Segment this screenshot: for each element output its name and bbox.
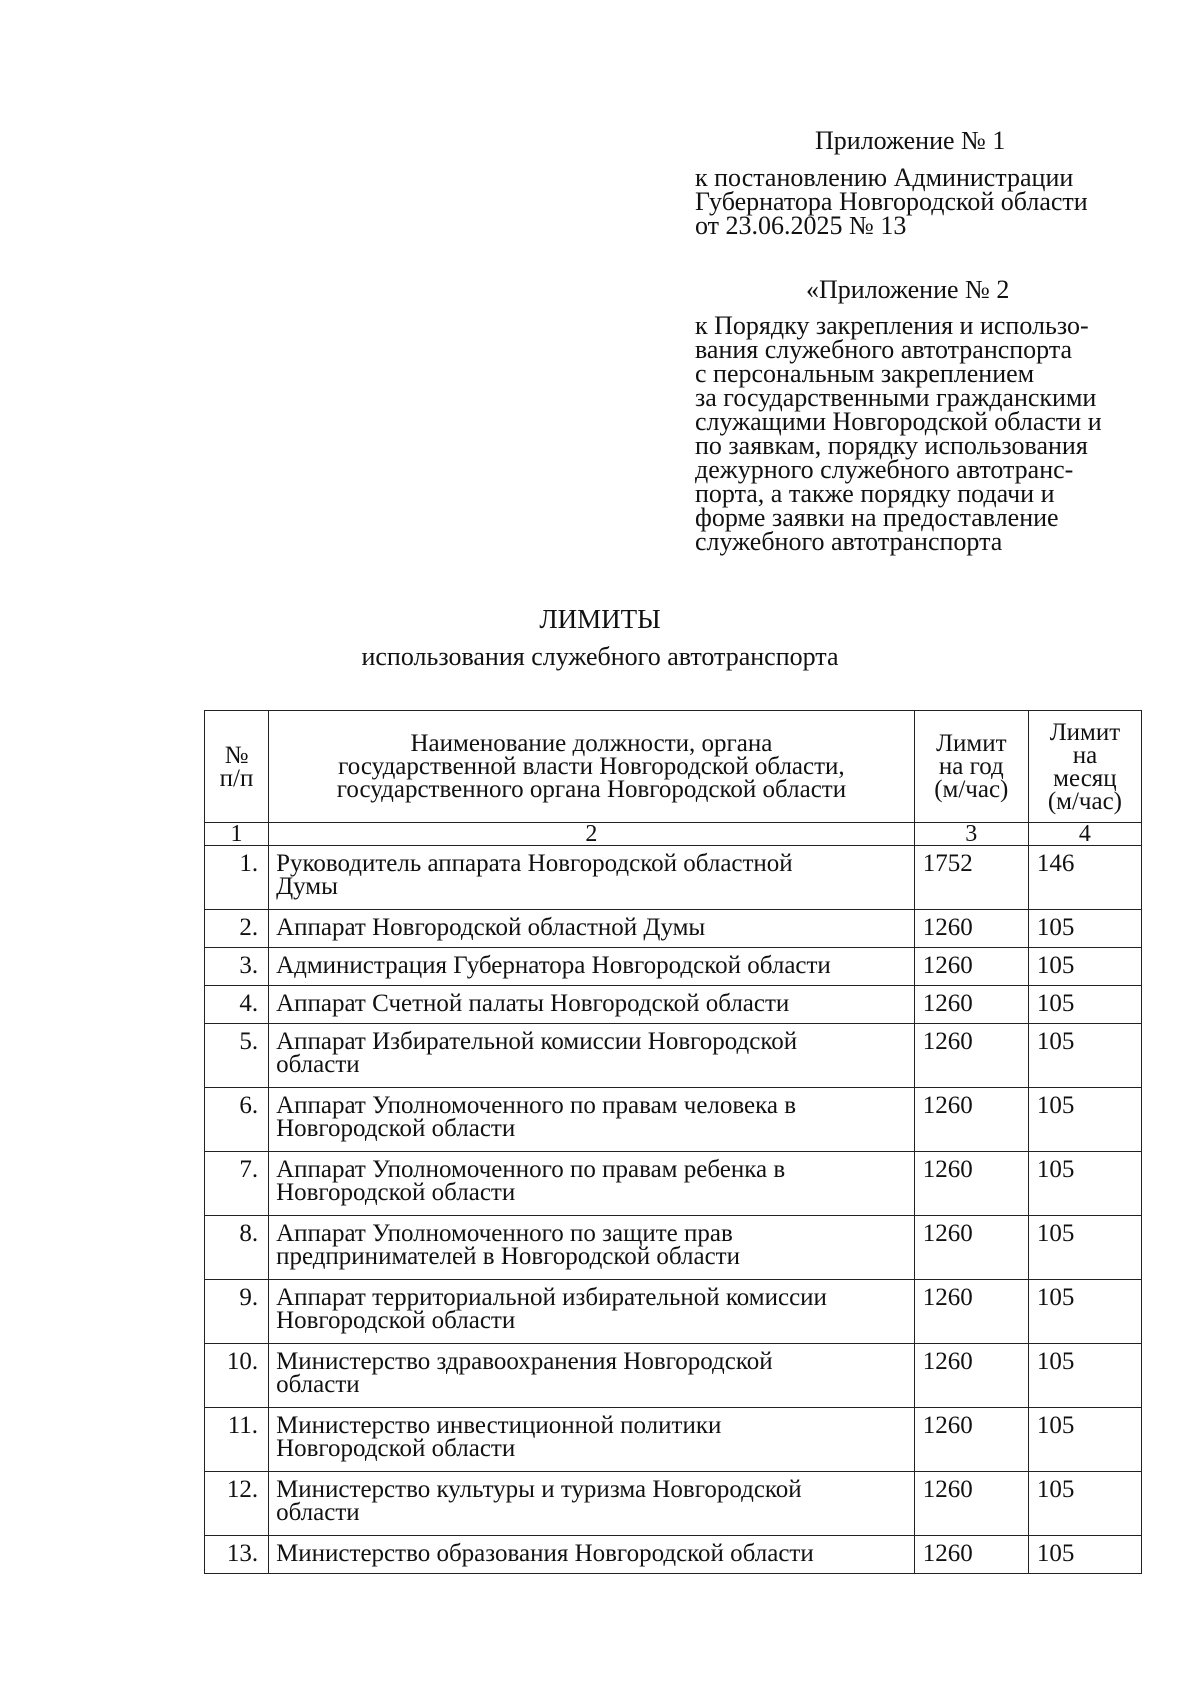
- row-month-limit: 105: [1028, 1472, 1141, 1536]
- row-position-name: [269, 1216, 915, 1280]
- annex2-line: форме заявки на предоставление: [695, 503, 1059, 532]
- row-number: 13.: [205, 1536, 269, 1574]
- row-year-limit: 1260: [914, 1344, 1028, 1408]
- row-position-name-line: Думы: [276, 873, 338, 900]
- row-position-name-line: Новгородской области: [276, 1435, 516, 1462]
- row-number: 8.: [205, 1216, 269, 1280]
- annex2-line: служащими Новгородской области и: [695, 407, 1102, 436]
- row-position-name-line: Аппарат Счетной палаты Новгородской области: [276, 990, 790, 1017]
- row-position-name-line: Руководитель аппарата Новгородской областной: [276, 850, 793, 877]
- header-number-line: №: [224, 741, 249, 769]
- annex1-line: Губернатора Новгородской области: [695, 187, 1088, 216]
- column-index-row: [205, 823, 1142, 846]
- table-row: [205, 1536, 1142, 1574]
- header-number: [205, 711, 269, 823]
- column-index: 2: [269, 823, 915, 846]
- limits-table: [204, 710, 1142, 1574]
- row-number: 2.: [205, 910, 269, 948]
- row-position-name-line: Министерство образования Новгородской области: [276, 1540, 814, 1567]
- row-year-limit: 1260: [914, 1536, 1028, 1574]
- row-position-name: [269, 846, 915, 910]
- row-number: 12.: [205, 1472, 269, 1536]
- row-position-name-line: Новгородской области: [276, 1307, 516, 1334]
- row-year-limit: 1260: [914, 910, 1028, 948]
- annex2-line: с персональным закреплением: [695, 359, 1035, 388]
- row-month-limit: 105: [1028, 1408, 1141, 1472]
- row-position-name-line: Аппарат Уполномоченного по правам ребенка в: [276, 1156, 786, 1183]
- row-position-name-line: Администрация Губернатора Новгородской области: [276, 952, 831, 979]
- row-number: 10.: [205, 1344, 269, 1408]
- row-position-name: [269, 948, 915, 986]
- row-position-name-line: Аппарат территориальной избирательной комиссии: [276, 1284, 827, 1311]
- document-subtitle: использования служебного автотранспорта: [361, 642, 839, 671]
- table-row: [205, 1152, 1142, 1216]
- table-row: [205, 1216, 1142, 1280]
- row-position-name-line: Министерство здравоохранения Новгородской: [276, 1348, 773, 1375]
- row-year-limit: 1260: [914, 948, 1028, 986]
- row-position-name-line: Аппарат Новгородской областной Думы: [276, 914, 706, 941]
- row-position-name-line: Министерство инвестиционной политики: [276, 1412, 722, 1439]
- annex2-line: к Порядку закрепления и использо-: [695, 311, 1089, 340]
- header-year-line: на год: [938, 753, 1004, 780]
- row-year-limit: 1260: [914, 986, 1028, 1024]
- column-index: 3: [914, 823, 1028, 846]
- row-number: 6.: [205, 1088, 269, 1152]
- row-position-name: [269, 1536, 915, 1574]
- row-position-name: [269, 1024, 915, 1088]
- row-year-limit: 1752: [914, 846, 1028, 910]
- row-year-limit: 1260: [914, 1088, 1028, 1152]
- row-position-name-line: Министерство культуры и туризма Новгородской: [276, 1476, 802, 1503]
- header-name-line: Наименование должности, органа: [410, 730, 773, 757]
- column-index: 4: [1028, 823, 1141, 846]
- row-position-name: [269, 1152, 915, 1216]
- row-month-limit: 105: [1028, 1280, 1141, 1344]
- column-index: 1: [205, 823, 269, 846]
- row-year-limit: 1260: [914, 1152, 1028, 1216]
- row-position-name: [269, 1472, 915, 1536]
- row-year-limit: 1260: [914, 1408, 1028, 1472]
- row-position-name-line: Новгородской области: [276, 1179, 516, 1206]
- annex2-line: служебного автотранспорта: [695, 527, 1003, 556]
- row-month-limit: 105: [1028, 1344, 1141, 1408]
- row-position-name-line: предпринимателей в Новгородской области: [276, 1243, 740, 1270]
- table-row: [205, 1472, 1142, 1536]
- annex2-line: по заявкам, порядку использования: [695, 431, 1088, 460]
- row-position-name: [269, 986, 915, 1024]
- row-month-limit: 146: [1028, 846, 1141, 910]
- row-number: 1.: [205, 846, 269, 910]
- table-header-row: [205, 711, 1142, 823]
- row-month-limit: 105: [1028, 1152, 1141, 1216]
- header-name-line: государственной власти Новгородской области,: [338, 753, 845, 780]
- row-number: 4.: [205, 986, 269, 1024]
- annex1-reference: [695, 163, 1088, 240]
- header-month-line: на: [1072, 741, 1098, 769]
- row-position-name-line: Аппарат Избирательной комиссии Новгородской: [276, 1028, 798, 1055]
- row-year-limit: 1260: [914, 1024, 1028, 1088]
- row-number: 3.: [205, 948, 269, 986]
- header-name-line: государственного органа Новгородской области: [336, 776, 847, 803]
- header-year-line: (м/час): [934, 776, 1009, 803]
- row-month-limit: 105: [1028, 1216, 1141, 1280]
- row-position-name-line: Аппарат Уполномоченного по защите прав: [276, 1220, 733, 1247]
- row-position-name: [269, 910, 915, 948]
- row-position-name-line: Новгородской области: [276, 1115, 516, 1142]
- row-year-limit: 1260: [914, 1280, 1028, 1344]
- row-position-name-line: области: [276, 1051, 360, 1078]
- header-month-line: Лимит: [1049, 718, 1121, 746]
- table-row: [205, 1280, 1142, 1344]
- table-row: [205, 948, 1142, 986]
- row-month-limit: 105: [1028, 948, 1141, 986]
- header-name: [269, 711, 915, 823]
- document-title: ЛИМИТЫ: [539, 604, 661, 634]
- row-number: 7.: [205, 1152, 269, 1216]
- row-month-limit: 105: [1028, 986, 1141, 1024]
- row-number: 5.: [205, 1024, 269, 1088]
- row-month-limit: 105: [1028, 1088, 1141, 1152]
- row-position-name: [269, 1408, 915, 1472]
- table-row: [205, 910, 1142, 948]
- limits-table-body: [205, 846, 1142, 1574]
- annex1-line: от 23.06.2025 № 13: [695, 211, 907, 240]
- header-month-limit: [1028, 711, 1141, 823]
- annex2-reference: [695, 311, 1102, 556]
- row-month-limit: 105: [1028, 1024, 1141, 1088]
- row-year-limit: 1260: [914, 1216, 1028, 1280]
- annex2-line: вания служебного автотранспорта: [695, 335, 1073, 364]
- row-position-name: [269, 1280, 915, 1344]
- table-row: [205, 1408, 1142, 1472]
- row-position-name-line: области: [276, 1371, 360, 1398]
- row-number: 9.: [205, 1280, 269, 1344]
- row-position-name: [269, 1088, 915, 1152]
- header-month-line: (м/час): [1047, 787, 1123, 815]
- table-row: [205, 986, 1142, 1024]
- table-row: [205, 1088, 1142, 1152]
- annex2-title: «Приложение № 2: [806, 275, 1010, 304]
- row-position-name-line: области: [276, 1499, 360, 1526]
- annex2-line: порта, а также порядку подачи и: [695, 479, 1055, 508]
- annex2-line: дежурного служебного автотранс-: [695, 455, 1074, 484]
- header-year-limit: [914, 711, 1028, 823]
- annex2-line: за государственными гражданскими: [695, 383, 1097, 412]
- row-month-limit: 105: [1028, 1536, 1141, 1574]
- annex1-title: Приложение № 1: [815, 126, 1006, 155]
- table-row: [205, 1024, 1142, 1088]
- row-month-limit: 105: [1028, 910, 1141, 948]
- annex1-line: к постановлению Администрации: [695, 163, 1074, 192]
- row-year-limit: 1260: [914, 1472, 1028, 1536]
- row-position-name: [269, 1344, 915, 1408]
- header-month-line: месяц: [1053, 764, 1117, 792]
- header-year-line: Лимит: [936, 730, 1007, 757]
- table-row: [205, 846, 1142, 910]
- header-number-line: п/п: [219, 764, 254, 792]
- table-row: [205, 1344, 1142, 1408]
- row-position-name-line: Аппарат Уполномоченного по правам человека в: [276, 1092, 797, 1119]
- row-number: 11.: [205, 1408, 269, 1472]
